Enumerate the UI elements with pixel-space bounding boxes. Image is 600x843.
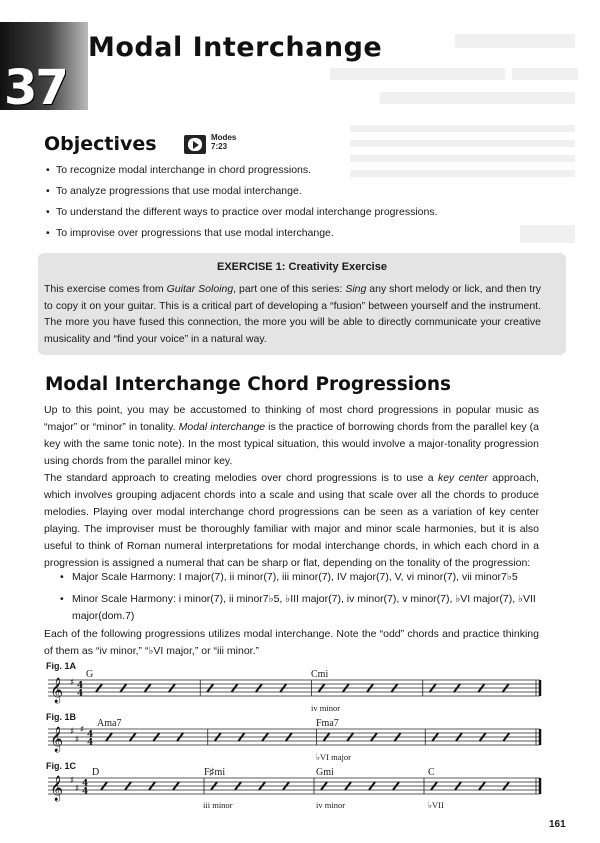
play-video-icon[interactable] (184, 135, 206, 154)
roman-numeral: iv minor (311, 703, 341, 713)
exercise-mid: , part one of this series: (233, 283, 346, 295)
sharp-icon: ♯ (70, 776, 75, 786)
figure-label: Fig. 1A (46, 661, 77, 671)
sing-term: Sing (345, 283, 367, 295)
section-title: Modal Interchange Chord Progressions (45, 374, 452, 395)
objective-item: • To recognize modal interchange in chord progressions. (46, 160, 438, 181)
roman-numeral: ♭VII (428, 800, 444, 810)
roman-numeral: iii minor (203, 800, 233, 810)
treble-clef-icon: 𝄞 (50, 727, 64, 752)
chord-symbol: F♯mi (204, 767, 226, 778)
objectives-list (46, 160, 438, 244)
chord-symbol: Gmi (316, 767, 334, 778)
chord-symbol: Ama7 (97, 718, 122, 729)
p2-text-b: approach, which involves grouping adjacent chords into a scale and using that scale over all the chords to produce melodies. Playing over modal interchange chord progressions can be seen as a variation of key center playing. The improviser must be thoroughly familiar with major and minor scale harmonies, but it is also useful to think of Roman numeral interpretations for modal interchange chords, in which each chord in a progression is assigned a numeral that can be sharp or flat, depending on the tonality of the progression: (44, 472, 539, 569)
sharp-icon: ♯ (80, 725, 85, 735)
time-signature: 4 (82, 787, 89, 797)
chord-symbol: D (92, 767, 100, 778)
p1-text-b: is the practice of borrowing chords from the parallel key (a key with the same tonic note). In the most typical situation, this would involve a major-tonality progression using chords from the parallel minor key. (44, 421, 539, 467)
paragraph-key-center (44, 470, 539, 572)
time-signature: 4 (77, 681, 84, 691)
sharp-icon: ♯ (70, 727, 75, 737)
objective-item: • To analyze progressions that use modal interchange. (46, 181, 438, 202)
treble-clef-icon: 𝄞 (50, 678, 64, 703)
music-staff (40, 772, 548, 828)
treble-clef-icon: 𝄞 (50, 776, 64, 801)
chapter-title: Modal Interchange (88, 32, 383, 63)
figure-label: Fig. 1B (46, 712, 77, 722)
sharp-icon: ♯ (75, 735, 80, 745)
chord-symbol: G (86, 669, 94, 680)
time-signature: 4 (87, 738, 94, 748)
video-label[interactable] (211, 133, 236, 151)
key-center-term: key center (437, 472, 488, 484)
figure-label: Fig. 1C (46, 761, 77, 771)
sharp-icon: ♯ (75, 784, 80, 794)
exercise-text (44, 281, 541, 347)
p2-text-a: The standard approach to creating melodies over chord progressions is to use a (44, 472, 438, 484)
sharp-icon: ♯ (70, 678, 75, 688)
time-signature: 4 (77, 689, 84, 699)
exercise-title: EXERCISE 1: Creativity Exercise (217, 261, 387, 273)
video-title: Modes (211, 133, 237, 142)
chapter-number: 37 (4, 60, 67, 116)
chord-symbol: C (428, 767, 435, 778)
objectives-heading: Objectives (44, 133, 157, 155)
time-signature: 4 (82, 779, 89, 789)
modal-interchange-term: Modal interchange (178, 421, 266, 433)
roman-numeral: iv minor (316, 800, 346, 810)
paragraph-intro (44, 402, 539, 470)
exercise-rest: any short melody or lick, and then try to copy it on your guitar. This is a critical part of developing a “fusion” between yourself and the instrument. The more you have fused this connection, the more you will be able to directly communicate your creative musicality and “find your voice” in a natural way. (44, 283, 542, 345)
p1-text-a: Up to this point, you may be accustomed to thinking of most chord progressions in popular music as “major” or “minor” in tonality. (44, 404, 539, 433)
exercise-intro: This exercise comes from (44, 283, 167, 295)
chord-symbol: Fma7 (316, 718, 339, 729)
minor-harmony-item: • Minor Scale Harmony: i minor(7), ii minor7♭5, ♭III major(7), iv minor(7), v minor(7), ♭VI major(7), ♭VII major(dom.7) (60, 591, 554, 625)
video-time: 7:23 (211, 142, 228, 151)
book-title: Guitar Soloing (166, 283, 234, 295)
major-harmony-item: • Major Scale Harmony: I major(7), ii minor(7), iii minor(7), IV major(7), V, vi minor(7), vii minor7♭5 (60, 569, 554, 586)
roman-numeral: ♭VI major (316, 752, 351, 762)
objective-item: • To understand the different ways to practice over modal interchange progressions. (46, 202, 438, 223)
time-signature: 4 (87, 730, 94, 740)
chord-symbol: Cmi (311, 669, 329, 680)
objective-item: • To improvise over progressions that use modal interchange. (46, 223, 438, 244)
paragraph-figures-intro: Each of the following progressions utilizes modal interchange. Note the “odd” chords and practice thinking of them as “iv minor,” “♭VI major,” or “iii minor.” (44, 628, 539, 657)
music-staff (40, 723, 548, 779)
page-number: 161 (549, 819, 566, 830)
